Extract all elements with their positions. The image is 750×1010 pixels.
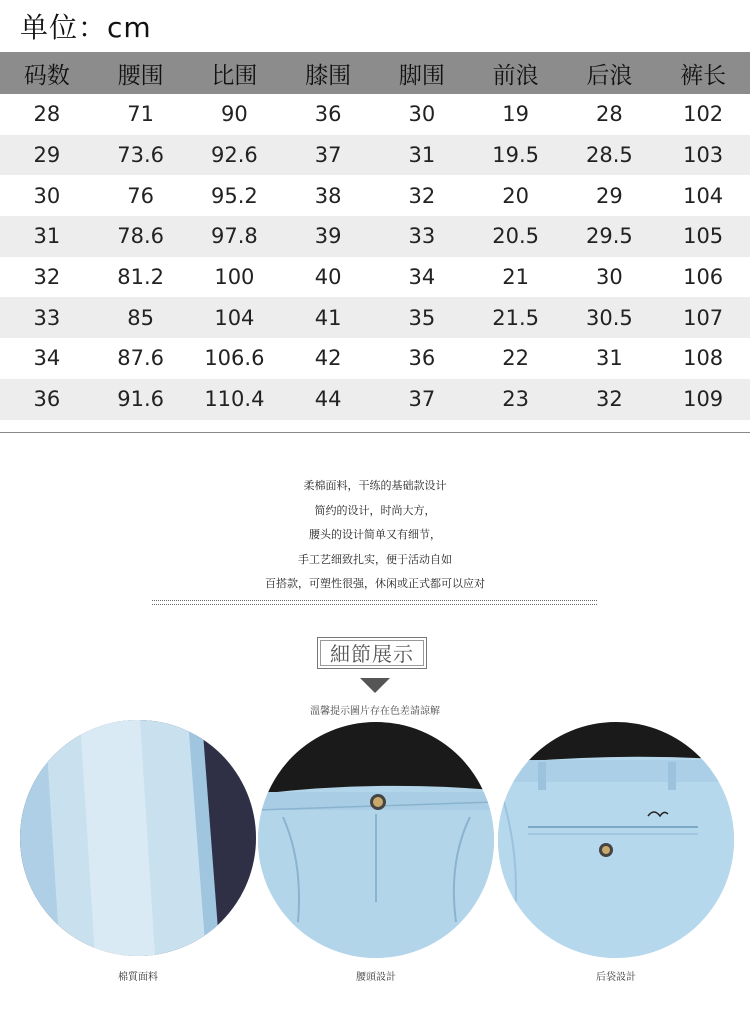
table-cell: 36 [408, 346, 436, 371]
waistband-photo [258, 722, 494, 958]
section-divider [0, 432, 750, 433]
table-cell: 104 [188, 297, 282, 338]
table-cell: 29.5 [563, 216, 657, 257]
table-cell: 103 [656, 135, 750, 176]
table-row [0, 216, 750, 257]
table-cell: 29 [0, 135, 94, 176]
dotted-divider [152, 600, 597, 605]
size-table [0, 52, 750, 420]
table-row [0, 379, 750, 420]
table-cell: 106 [683, 265, 724, 290]
table-cell: 33 [0, 297, 94, 338]
table-cell: 104 [683, 183, 724, 208]
header-knee: 膝围 [281, 52, 375, 94]
table-cell: 76 [127, 183, 154, 208]
waistband-illustration [258, 722, 494, 958]
description-line: 柔棉面料，干练的基础款设计 [303, 479, 447, 492]
product-description [0, 474, 750, 597]
header-size: 码数 [0, 52, 94, 94]
table-row [0, 338, 750, 379]
table-cell: 21 [502, 265, 529, 290]
caption-back-pocket: 后袋設計 [596, 972, 636, 983]
table-cell: 20.5 [469, 216, 563, 257]
table-cell: 105 [656, 216, 750, 257]
table-cell: 97.8 [188, 216, 282, 257]
header-waist: 腰围 [94, 52, 188, 94]
table-row [0, 135, 750, 176]
detail-title: 細節展示 [320, 640, 424, 666]
table-cell: 90 [221, 102, 248, 127]
table-cell: 34 [33, 346, 61, 371]
table-cell: 44 [281, 379, 375, 420]
table-cell: 85 [94, 297, 188, 338]
back-pocket-illustration [498, 722, 734, 958]
table-cell: 35 [375, 297, 469, 338]
table-cell: 40 [314, 265, 342, 290]
table-cell: 71 [127, 102, 154, 127]
table-cell: 30 [596, 265, 623, 290]
color-tip: 溫馨提示圖片存在色差請諒解 [310, 706, 440, 717]
table-cell: 107 [656, 297, 750, 338]
table-cell: 87.6 [117, 346, 164, 371]
table-cell: 81.2 [117, 265, 164, 290]
table-cell: 20 [502, 183, 529, 208]
table-cell: 106.6 [204, 346, 265, 371]
table-cell: 30 [33, 183, 61, 208]
table-cell: 31 [375, 135, 469, 176]
table-cell: 29 [596, 183, 623, 208]
table-cell: 19.5 [469, 135, 563, 176]
table-cell: 102 [683, 102, 724, 127]
table-row [0, 94, 750, 135]
table-cell: 36 [314, 102, 342, 127]
back-pocket-photo [498, 722, 734, 958]
header-hip: 比围 [188, 52, 282, 94]
table-cell: 108 [683, 346, 724, 371]
table-cell: 39 [281, 216, 375, 257]
header-leg-opening: 脚围 [375, 52, 469, 94]
table-cell: 31 [596, 346, 623, 371]
table-row [0, 297, 750, 338]
table-cell: 23 [469, 379, 563, 420]
table-cell: 28 [596, 102, 623, 127]
table-cell: 73.6 [94, 135, 188, 176]
table-cell: 32 [408, 183, 436, 208]
table-cell: 28 [33, 102, 61, 127]
fabric-closeup-photo [20, 720, 256, 956]
description-line: 腰头的设计简单又有细节， [309, 528, 441, 541]
table-cell: 36 [0, 379, 94, 420]
table-cell: 28.5 [563, 135, 657, 176]
table-cell: 22 [502, 346, 529, 371]
table-cell: 30 [408, 102, 436, 127]
table-cell: 21.5 [469, 297, 563, 338]
table-row [0, 175, 750, 216]
header-back-rise: 后浪 [563, 52, 657, 94]
table-cell: 32 [33, 265, 61, 290]
description-line: 简约的设计，时尚大方， [314, 503, 436, 517]
detail-title-box [317, 637, 427, 669]
table-cell: 32 [563, 379, 657, 420]
fabric-illustration [20, 720, 256, 956]
table-cell: 92.6 [188, 135, 282, 176]
table-cell: 110.4 [188, 379, 282, 420]
down-arrow-icon [360, 678, 390, 693]
table-cell: 34 [408, 265, 436, 290]
table-cell: 37 [281, 135, 375, 176]
table-cell: 31 [0, 216, 94, 257]
table-cell: 42 [314, 346, 342, 371]
header-length: 裤长 [656, 52, 750, 94]
table-cell: 37 [375, 379, 469, 420]
table-cell: 91.6 [94, 379, 188, 420]
table-cell: 95.2 [210, 183, 258, 208]
table-cell: 38 [314, 183, 342, 208]
unit-label: 单位：cm [20, 11, 152, 44]
header-front-rise: 前浪 [469, 52, 563, 94]
description-line: 手工艺细致扎实，便于活动自如 [298, 552, 452, 566]
table-cell: 30.5 [563, 297, 657, 338]
table-cell: 78.6 [94, 216, 188, 257]
size-table-header [0, 52, 750, 94]
table-cell: 33 [375, 216, 469, 257]
caption-fabric: 棉質面料 [118, 972, 158, 983]
description-line: 百搭款，可塑性很强，休闲或正式都可以应对 [265, 577, 485, 590]
table-row [0, 257, 750, 298]
caption-waistband: 腰頭設計 [356, 972, 396, 983]
table-cell: 100 [214, 265, 255, 290]
table-cell: 109 [656, 379, 750, 420]
table-cell: 41 [281, 297, 375, 338]
table-cell: 19 [502, 102, 529, 127]
